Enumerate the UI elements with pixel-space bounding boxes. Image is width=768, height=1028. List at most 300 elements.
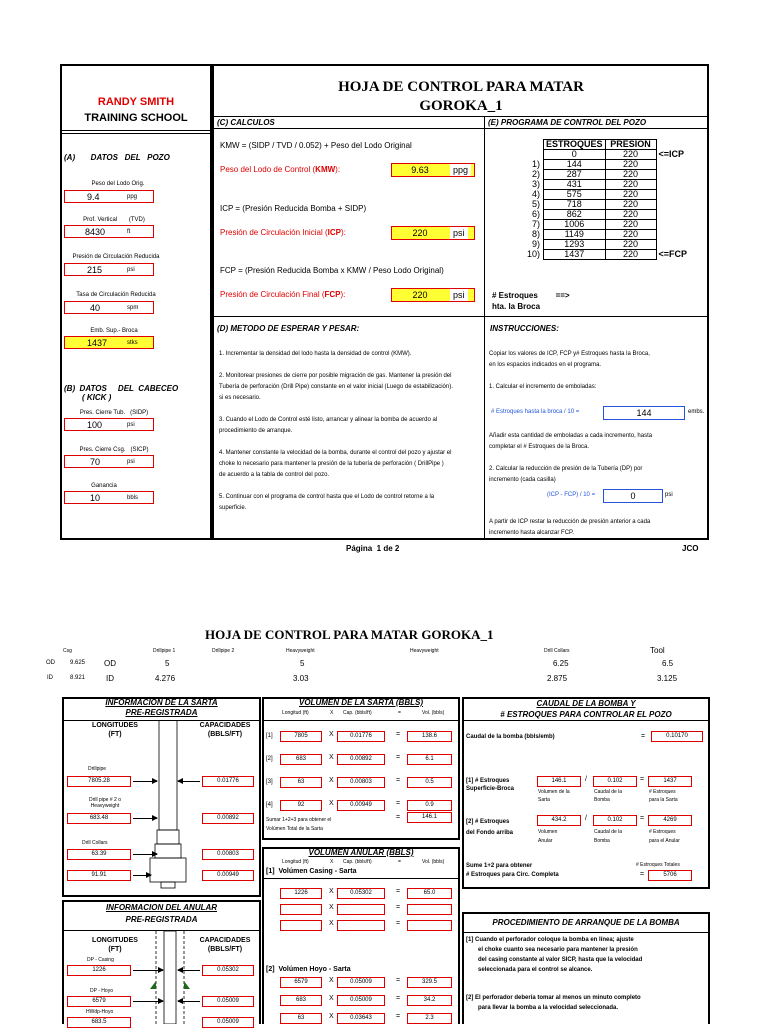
- prog-row: [498, 150, 701, 160]
- equals-sign: =: [396, 904, 401, 911]
- vol-sum-field[interactable]: [407, 812, 452, 823]
- sarta-long-2: (FT): [108, 731, 122, 738]
- vol-row-volume-field[interactable]: [407, 995, 452, 1006]
- dp-cap-field[interactable]: [202, 776, 254, 787]
- c2-cau-field[interactable]: [593, 815, 637, 826]
- vol-row-capacity: 0.00949: [350, 802, 372, 808]
- prog-row-index: [498, 150, 544, 160]
- icp-unit: psi: [450, 227, 468, 239]
- section-a-title: (A) DATOS DEL POZO: [64, 153, 170, 162]
- hdr-hw1: Heavyweight: [286, 648, 315, 654]
- sarta-title-1: INFORMACIÓN DE LA SARTA: [105, 698, 218, 707]
- section-c-title: (C) CALCULOS: [217, 118, 275, 127]
- anul-h-x: X: [330, 859, 334, 865]
- kmw-label-c: ):: [335, 165, 341, 174]
- icp-formula: ICP = (Presión Reducida Bomba + SIDP): [220, 204, 367, 213]
- anul-long-label: [80, 936, 150, 954]
- prog-row-estroques[interactable]: 1149: [544, 230, 606, 240]
- page2-title: HOJA DE CONTROL PARA MATAR GOROKA_1: [205, 627, 494, 642]
- vol-row-index: [3]: [266, 779, 273, 785]
- multiply-sign: X: [329, 995, 334, 1002]
- instr-2: 1. Calcular el incremento de emboladas:: [489, 384, 597, 390]
- prog-row-presion[interactable]: 220: [605, 160, 656, 170]
- prog-header-row: [498, 140, 701, 150]
- prog-row-presion[interactable]: 220: [605, 250, 656, 260]
- vol-row-length-field[interactable]: [280, 920, 322, 931]
- vol-row-volume: 0.5: [425, 779, 434, 785]
- prog-row: [498, 250, 701, 260]
- sarta-title: [62, 698, 261, 718]
- tasa-field[interactable]: [64, 301, 154, 314]
- step-5a: 5. Continuar con el programa de control hasta que el Lodo de control retorne a la: [219, 494, 435, 500]
- prog-row: [498, 220, 701, 230]
- vol-row-volume: 34.2: [423, 997, 436, 1003]
- c2-label: [466, 817, 513, 839]
- hw-hoyo-label: HWdp-Hoyo: [86, 1009, 114, 1015]
- peso-lodo-label: Peso del Lodo Orig.: [91, 181, 145, 187]
- author-initials: JCO: [682, 544, 699, 553]
- vol-row-capacity-field[interactable]: [337, 977, 385, 988]
- gan-unit: bbls: [127, 495, 139, 501]
- fcp-unit: psi: [450, 289, 468, 301]
- procedure-steps: [466, 935, 706, 1013]
- peso-lodo-field[interactable]: [64, 190, 154, 203]
- tot-label: [466, 862, 559, 880]
- vol-sum-eq: =: [396, 814, 401, 821]
- vol-row-capacity: 0.05009: [350, 997, 372, 1003]
- vol-row-length: 683: [295, 997, 306, 1003]
- dc-label: Drill Collars: [82, 840, 108, 846]
- sarta-cap-1: CAPACIDADES: [199, 722, 251, 729]
- equals-sign: =: [396, 800, 401, 807]
- tool-cap-field[interactable]: [202, 870, 254, 881]
- c1-vol-field[interactable]: [537, 776, 581, 787]
- equals-sign: =: [396, 977, 401, 984]
- vol-row-capacity-field[interactable]: [337, 1013, 385, 1024]
- anul-h-cap: Cap. (bbls/ft): [343, 859, 372, 865]
- sicp-unit: psi: [127, 459, 135, 465]
- instr-emb-field[interactable]: [603, 406, 685, 420]
- vol-row-volume-field[interactable]: [407, 731, 452, 742]
- dc-cap-field[interactable]: [202, 849, 254, 860]
- vol-row-length-field[interactable]: [280, 977, 322, 988]
- vol-row-length-field[interactable]: [280, 995, 322, 1006]
- vol-row-volume-field[interactable]: [407, 800, 452, 811]
- sidp-label: Pres. Cierre Tub. (SIDP): [79, 410, 149, 416]
- prog-row-estroques[interactable]: 862: [544, 210, 606, 220]
- vol-row-volume-field[interactable]: [407, 904, 452, 915]
- c1-div: /: [585, 776, 587, 783]
- anul-cap-1: CAPACIDADES: [199, 937, 251, 944]
- prog-row-estroques[interactable]: 1437: [544, 250, 606, 260]
- od-dc: 6.25: [553, 659, 569, 668]
- emb-value: 1437: [87, 338, 108, 348]
- dp-casing-cap-field[interactable]: [202, 965, 254, 976]
- prof-field[interactable]: [64, 225, 154, 238]
- vol-row-volume: 6.1: [425, 756, 434, 762]
- od-label: OD: [104, 659, 116, 668]
- vol-row-capacity-field[interactable]: [337, 995, 385, 1006]
- hdr-dp2: Drillpipe 2: [212, 648, 235, 654]
- equals-sign: =: [396, 995, 401, 1002]
- c1-eq: =: [640, 776, 645, 783]
- prog-row-marker: [656, 190, 701, 200]
- vol-row-volume-field[interactable]: [407, 1013, 452, 1024]
- equals-sign: =: [396, 888, 401, 895]
- dp-len: 7805.28: [88, 778, 110, 784]
- vol-row-length-field[interactable]: [280, 888, 322, 899]
- c1-sub2b: Bomba: [594, 797, 610, 803]
- hw-cap-field[interactable]: [202, 813, 254, 824]
- caudal-value: 0.10170: [666, 733, 688, 739]
- sicp-field[interactable]: [64, 455, 154, 468]
- vol-sum-label: [266, 816, 331, 834]
- vol-row-capacity-field[interactable]: [337, 920, 385, 931]
- vol-sum-a: Sumar 1+2+3 para obtener el: [266, 817, 332, 823]
- dp-hoyo-cap-field[interactable]: [202, 996, 254, 1007]
- tot-label-1: Sume 1+2 para obtener: [466, 863, 533, 869]
- od-tool: 6.5: [662, 659, 674, 668]
- prog-row-presion[interactable]: 220: [605, 240, 656, 250]
- proc-2b: para llevar la bomba a la velocidad seleccionada.: [478, 1005, 619, 1011]
- multiply-sign: X: [329, 977, 334, 984]
- prog-row-marker: <=ICP: [658, 149, 685, 159]
- c2-sub1b: Anular: [538, 838, 553, 844]
- dc-arrow: [133, 854, 157, 855]
- vol-row-length: 92: [297, 802, 305, 808]
- prog-row: [498, 190, 701, 200]
- id-csg: 8.921: [70, 675, 86, 681]
- fcp-label-c: ):: [340, 290, 346, 299]
- vol-row-length-field[interactable]: [280, 904, 322, 915]
- dp-hoyo-len-field[interactable]: [67, 996, 131, 1007]
- equals-sign: =: [396, 1013, 401, 1020]
- gan-value: 10: [90, 493, 101, 503]
- anul-cap-label: [190, 936, 260, 954]
- section-b-line1: (B) DATOS DEL CABECEO: [64, 384, 179, 393]
- c2-sub2b: Bomba: [594, 838, 610, 844]
- hw-len-field[interactable]: [67, 813, 131, 824]
- multiply-sign: X: [329, 754, 334, 761]
- dp-casing-len-field[interactable]: [67, 965, 131, 976]
- prog-row-presion[interactable]: 220: [605, 190, 656, 200]
- c2-res-field[interactable]: [648, 815, 692, 826]
- vol-row-volume-field[interactable]: [407, 888, 452, 899]
- prog-row-estroques[interactable]: 1293: [544, 240, 606, 250]
- dp-label: Drillpipe: [88, 766, 107, 772]
- icp-value: 220: [412, 228, 428, 238]
- step-3b: procedimiento de arranque.: [219, 428, 293, 434]
- sarta-long-label: [80, 721, 150, 739]
- c1-cau-field[interactable]: [593, 776, 637, 787]
- hw-hoyo-cap-field[interactable]: [202, 1017, 254, 1028]
- step-5b: superficie.: [219, 505, 247, 511]
- tasa-unit: spm: [127, 305, 139, 311]
- vol-row-volume-field[interactable]: [407, 920, 452, 931]
- section-e-title: (E) PROGRAMA DE CONTROL DEL POZO: [488, 118, 647, 127]
- id-dp1: 4.276: [155, 674, 176, 683]
- kmw-value: 9.63: [411, 165, 429, 175]
- prog-row: [498, 180, 701, 190]
- anul-h-eq: =: [398, 859, 401, 865]
- emb-label: Emb. Sup.- Broca: [90, 328, 138, 334]
- dp-casing-cap: 0.05302: [217, 967, 239, 973]
- id-tool: 3.125: [657, 674, 678, 683]
- prog-row-presion[interactable]: 220: [605, 200, 656, 210]
- vol-row-capacity-field[interactable]: [337, 754, 385, 765]
- title-line-2: GOROKA_1: [419, 98, 503, 114]
- pres-circ-field[interactable]: [64, 263, 154, 276]
- proc-1a: [1] Cuando el perforador coloque la bomba en línea; ajuste: [466, 937, 634, 943]
- gan-label: Ganancia: [91, 483, 117, 489]
- prog-row: [498, 200, 701, 210]
- anul-h-vol: Vol. (bbls): [422, 859, 445, 865]
- vol-row-length: 683: [295, 756, 306, 762]
- gan-field[interactable]: [64, 491, 154, 504]
- prog-row-estroques[interactable]: 0: [544, 150, 606, 160]
- vol-row-volume: 329.5: [421, 979, 437, 985]
- icp-label-c: ):: [340, 228, 346, 237]
- tool-len-field[interactable]: [67, 870, 131, 881]
- instr-4a: 2. Calcular la reducción de presión de la Tubería (DP) por: [489, 466, 643, 472]
- prog-row-index: 2): [531, 169, 540, 179]
- equals-sign: =: [396, 731, 401, 738]
- prog-row-index: 6): [531, 209, 540, 219]
- step-4a: 4. Mantener constante la velocidad de la bomba, durante el control del pozo y ajustar el: [219, 450, 452, 456]
- kmw-formula: KMW = (SIDP / TVD / 0.052) + Peso del Lodo Original: [220, 141, 412, 150]
- pres-circ-value: 215: [87, 265, 103, 275]
- anular-info-title: [62, 902, 261, 926]
- instructions-title: INSTRUCCIONES:: [490, 324, 559, 333]
- multiply-sign: X: [329, 731, 334, 738]
- prog-row-marker: [656, 220, 701, 230]
- vol-row-length-field[interactable]: [280, 777, 322, 788]
- c2-sub3b: para el Anular: [649, 838, 680, 844]
- tot-eq: =: [640, 871, 645, 878]
- vol-row-capacity: 0.01776: [350, 733, 372, 739]
- tot-label-2: # Estroques para Circ. Completa: [466, 872, 559, 878]
- kmw-field[interactable]: [391, 163, 475, 177]
- c1-res: 1437: [663, 778, 677, 784]
- prog-row-estroques[interactable]: 287: [544, 170, 606, 180]
- peso-lodo-value: 9.4: [87, 192, 100, 202]
- step-2c: si es necesario.: [219, 395, 261, 401]
- instr-emb-value: 144: [636, 408, 652, 418]
- kmw-label: [220, 165, 340, 174]
- dp-hoyo-cap-arrow: [178, 1001, 200, 1002]
- dc-len: 63.39: [91, 851, 107, 857]
- vol-anular-title: VOLUMEN ANULAR (BBLS): [308, 848, 414, 857]
- c2-cau: 0.102: [607, 817, 623, 823]
- equals-sign: =: [396, 754, 401, 761]
- prog-row-presion[interactable]: 220: [605, 210, 656, 220]
- sarta-title-2: PRE-REGISTRADA: [125, 708, 198, 717]
- tasa-value: 40: [90, 303, 101, 313]
- vol-row-length-field[interactable]: [280, 800, 322, 811]
- vol-row-volume: 2.3: [425, 1015, 434, 1021]
- proc-1c: del casing constante al valor SICP, hasta que la velocidad: [478, 957, 643, 963]
- c2-label-1: [2] # Estroques: [466, 819, 510, 825]
- prog-row-presion[interactable]: 220: [605, 220, 656, 230]
- prog-row-index: 5): [531, 199, 540, 209]
- vol-row-capacity-field[interactable]: [337, 800, 385, 811]
- anul-cap-2: (BBLS/FT): [207, 946, 243, 953]
- tasa-label: Tasa de Circulación Reducida: [76, 292, 156, 298]
- c1-label-2: Superficie-Broca: [466, 786, 515, 792]
- prog-row-index: 3): [531, 179, 540, 189]
- section-b-title: [64, 384, 210, 402]
- c1-sub1b: Sarta: [538, 797, 550, 803]
- dc-len-field[interactable]: [67, 849, 131, 860]
- vol-h-vol: Vol. (bbls): [422, 710, 445, 716]
- id-label: ID: [106, 674, 114, 683]
- vol-row-capacity: 0.00803: [350, 779, 372, 785]
- sarta-long-1: LONGITUDES: [92, 722, 138, 729]
- caudal-field[interactable]: [651, 731, 703, 742]
- vol-row-volume: 0.9: [425, 802, 434, 808]
- sidp-unit: psi: [127, 422, 135, 428]
- vol-row-length: 63: [297, 779, 305, 785]
- prog-row-presion[interactable]: 220: [605, 180, 656, 190]
- prog-row-marker: [656, 170, 701, 180]
- vol-sarta-title: VOLUMEN DE LA SARTA (BBLS): [299, 698, 423, 707]
- prof-value: 8430: [85, 227, 106, 237]
- c1-cau: 0.102: [607, 778, 623, 784]
- prog-header-presion: PRESION: [605, 140, 656, 150]
- prof-label: Prof. Vertical (TVD): [83, 217, 145, 223]
- multiply-sign: X: [329, 1013, 334, 1020]
- od-small: OD: [46, 660, 55, 666]
- method-steps: [219, 349, 481, 514]
- prog-row-presion[interactable]: 220: [605, 170, 656, 180]
- brand-name: RANDY SMITH: [97, 96, 175, 108]
- c1-sub2: Caudal de la: [594, 789, 623, 795]
- vol-row-capacity: 0.03643: [350, 1015, 372, 1021]
- step-3a: 3. Cuando el Lodo de Control esté listo, arrancar y alinear la bomba de acuerdo al: [219, 417, 438, 423]
- prog-row-index: 1): [531, 159, 540, 169]
- vol-row-length-field[interactable]: [280, 754, 322, 765]
- vol-row-length-field[interactable]: [280, 731, 322, 742]
- hdr-csg: Csg: [63, 648, 72, 654]
- step-4b: choke lo necesario para mantener la presión de la tubería de perforación ( DrillPipe ): [219, 461, 444, 467]
- title-line-1: HOJA DE CONTROL PARA MATAR: [338, 79, 584, 95]
- instr-red-field[interactable]: [603, 489, 663, 503]
- fcp-field[interactable]: [391, 288, 475, 302]
- prog-row-presion[interactable]: 220: [605, 150, 656, 160]
- caudal-title: [462, 698, 710, 720]
- sarta-cap-label: [190, 721, 260, 739]
- c1-label: [466, 777, 514, 793]
- prog-row-marker: [656, 160, 701, 170]
- hw-cap: 0.00892: [217, 815, 239, 821]
- sarta-cap-2: (BBLS/FT): [207, 731, 243, 738]
- dp-casing-label: DP - Casing: [87, 957, 114, 963]
- vol-row-capacity-field[interactable]: [337, 777, 385, 788]
- vol-h-x: X: [330, 710, 334, 716]
- hw-label: [80, 797, 130, 809]
- c2-label-2: del Fondo arriba: [466, 830, 514, 836]
- emb-field[interactable]: [64, 336, 154, 349]
- multiply-sign: X: [329, 904, 334, 911]
- vol-row-capacity-field[interactable]: [337, 731, 385, 742]
- brand-school: TRAINING SCHOOL: [84, 112, 188, 124]
- dp-hoyo-label: DP - Hoyo: [90, 988, 113, 994]
- hw-label-1: Drill pipe # 2 o: [89, 797, 121, 803]
- hdr-hw2: Heavyweight: [410, 648, 439, 654]
- kmw-label-b: KMW: [315, 165, 336, 174]
- vol-h-long: Longitud (ft): [282, 710, 309, 716]
- icp-label: [220, 228, 346, 237]
- prog-row-estroques[interactable]: 431: [544, 180, 606, 190]
- vol-row-capacity: 0.05302: [350, 890, 372, 896]
- tot-field[interactable]: [648, 870, 692, 881]
- fcp-label-b: FCP: [324, 290, 341, 299]
- vol-sum-b: Volúmen Total de la Sarta: [266, 826, 323, 832]
- prog-header-estroques: ESTROQUES: [544, 140, 606, 150]
- proc-1b: el choke cuanto sea necesario para mantener la presión: [478, 947, 638, 953]
- prog-row-estroques[interactable]: 718: [544, 200, 606, 210]
- vol-row-volume: 65.0: [423, 890, 436, 896]
- prog-row-estroques[interactable]: 575: [544, 190, 606, 200]
- vol-row-length-field[interactable]: [280, 1013, 322, 1024]
- prog-row-presion[interactable]: 220: [605, 230, 656, 240]
- instr-red-label: (ICP - FCP) / 10 =: [547, 492, 596, 498]
- c1-res-field[interactable]: [648, 776, 692, 787]
- tool-len: 91.91: [91, 872, 107, 878]
- annulus-diagram: [150, 931, 190, 1024]
- pres-circ-label: Presión de Circulación Reducida: [72, 254, 160, 260]
- hdr-tool: Tool: [650, 646, 665, 655]
- icp-field[interactable]: [391, 226, 475, 240]
- sidp-field[interactable]: [64, 418, 154, 431]
- vol-row-length: 1226: [294, 890, 308, 896]
- c2-div: /: [585, 815, 587, 822]
- dp-len-field[interactable]: [67, 776, 131, 787]
- anul-hoyo-label: [2] Volúmen Hoyo - Sarta: [266, 966, 351, 973]
- vol-row-volume-field[interactable]: [407, 754, 452, 765]
- kmw-unit: ppg: [450, 164, 471, 176]
- vol-sum-value: 146.1: [421, 814, 437, 820]
- prog-row-estroques[interactable]: 1006: [544, 220, 606, 230]
- equals-sign: =: [396, 777, 401, 784]
- prog-row-marker: [656, 200, 701, 210]
- anul-h-long: Longitud (ft): [282, 859, 309, 865]
- equals-sign: =: [396, 920, 401, 927]
- od-csg: 9.625: [70, 660, 86, 666]
- vol-row-length: 63: [297, 1015, 305, 1021]
- fcp-formula: FCP = (Presión Reducida Bomba x KMW / Peso Lodo Original): [220, 266, 444, 275]
- sidp-value: 100: [87, 420, 103, 430]
- vol-row-volume-field[interactable]: [407, 777, 452, 788]
- dp-hoyo-arrow: [133, 1001, 163, 1002]
- hw-len: 683.48: [89, 815, 109, 821]
- kmw-label-a: Peso del Lodo de Control (: [220, 165, 316, 174]
- instr-4b: incremento (cada casilla): [489, 477, 556, 483]
- vol-row-index: [2]: [266, 756, 273, 762]
- vol-row-capacity-field[interactable]: [337, 904, 385, 915]
- dp-casing-cap-arrow: [178, 970, 200, 971]
- multiply-sign: X: [329, 800, 334, 807]
- anul-long-2: (FT): [108, 946, 122, 953]
- vol-row-volume-field[interactable]: [407, 977, 452, 988]
- vol-row-capacity-field[interactable]: [337, 888, 385, 899]
- c2-vol-field[interactable]: [537, 815, 581, 826]
- vol-h-cap: Cap. (bbls/ft): [343, 710, 372, 716]
- c2-eq: =: [640, 815, 645, 822]
- prog-row-estroques[interactable]: 144: [544, 160, 606, 170]
- fcp-value: 220: [412, 290, 428, 300]
- hw-hoyo-len-field[interactable]: [67, 1017, 131, 1028]
